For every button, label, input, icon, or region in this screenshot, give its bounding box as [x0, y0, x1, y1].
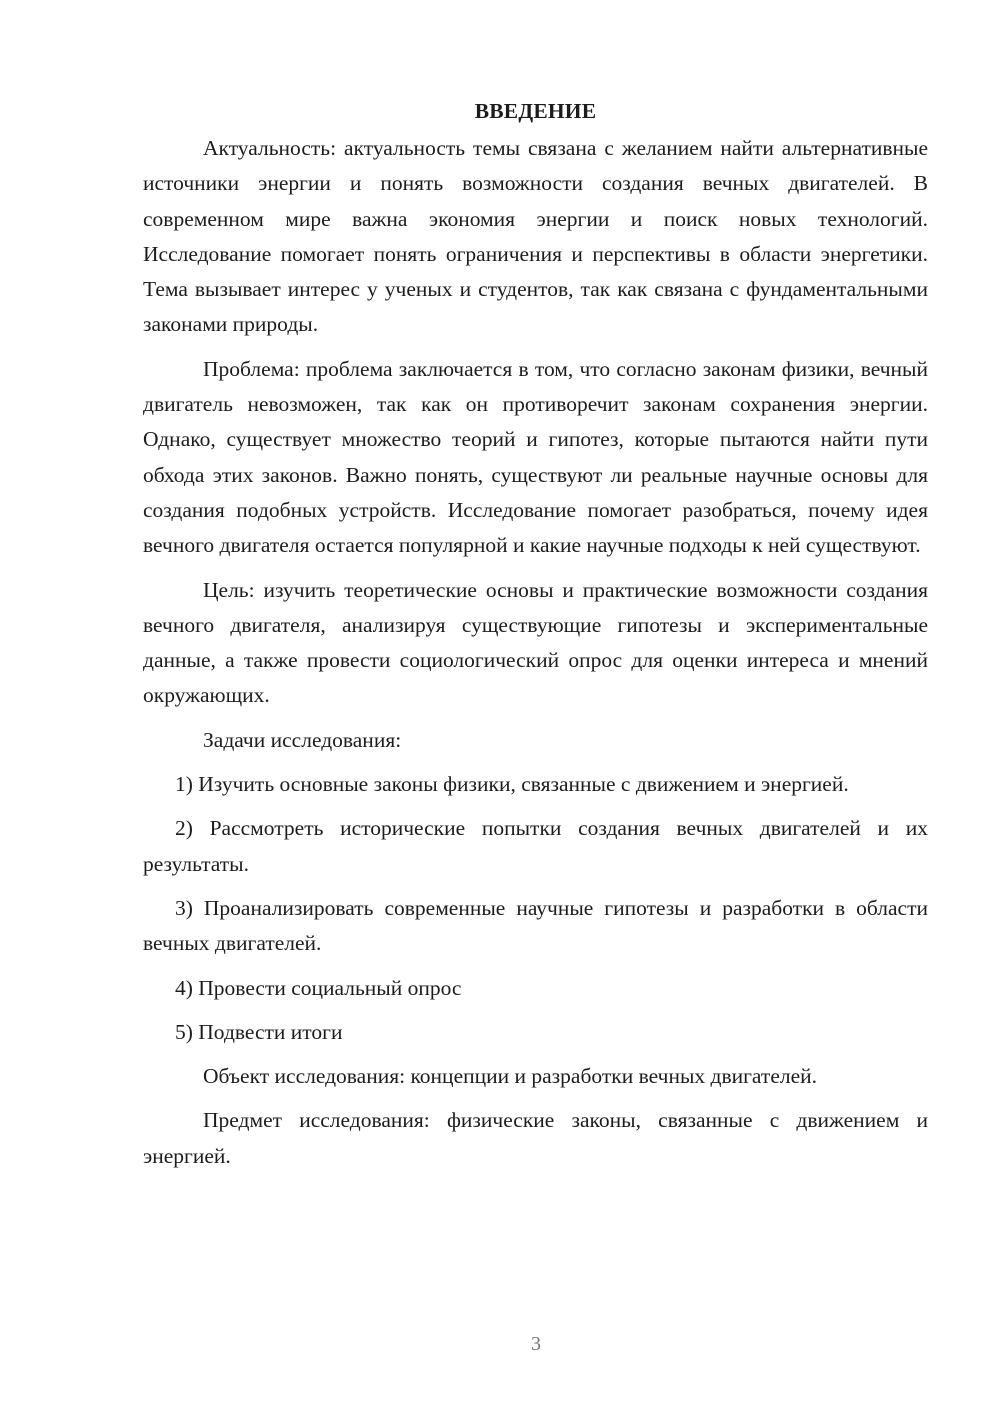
problem-paragraph: Проблема: проблема заключается в том, что согласно законам физики, вечный двигатель невозможен, так как он противоречит законам сохранения энергии. Однако, существует множество теорий и гипотез, которые пытаются найти пути обхода этих законов. Важно понять, существуют ли реальные научные основы для создания подобных устройств. Исследование помогает разобраться, почему идея вечного двигателя остается популярной и какие научные подходы к ней существуют.	[143, 356, 928, 558]
list-item: 1) Изучить основные законы физики, связанные с движением и энергией.	[175, 772, 849, 797]
goal-paragraph: Цель: изучить теоретические основы и практические возможности создания вечного двигателя, анализируя существующие гипотезы и экспериментальные данные, а также провести социологический опрос для оценки интереса и мнений окружающих.	[143, 577, 928, 708]
document-page	[143, 96, 928, 1183]
list-item: 3) Проанализировать современные научные гипотезы и разработки в области вечных двигателей.	[143, 895, 928, 956]
page-number: 3	[531, 1333, 541, 1355]
list-item: 4) Провести социальный опрос	[175, 975, 462, 1000]
relevance-paragraph: Актуальность: актуальность темы связана с желанием найти альтернативные источники энергии и понять возможности создания вечных двигателей. В современном мире важна экономия энергии и поиск новых технологий. Исследование помогает понять ограничения и перспективы в области энергетики. Тема вызывает интерес у ученых и студентов, так как связана с фундаментальными законами природы.	[143, 136, 928, 337]
object-paragraph: Объект исследования: концепции и разработки вечных двигателей.	[203, 1064, 818, 1089]
subject-paragraph: Предмет исследования: физические законы, связанные с движением и энергией.	[143, 1108, 928, 1168]
tasks-list	[143, 767, 928, 1050]
list-item: 2) Рассмотреть исторические попытки создания вечных двигателей и их результаты.	[143, 816, 928, 876]
list-item: 5) Подвести итоги	[175, 1019, 343, 1044]
tasks-heading: Задачи исследования:	[203, 727, 402, 752]
page-title: ВВЕДЕНИЕ	[474, 99, 597, 123]
